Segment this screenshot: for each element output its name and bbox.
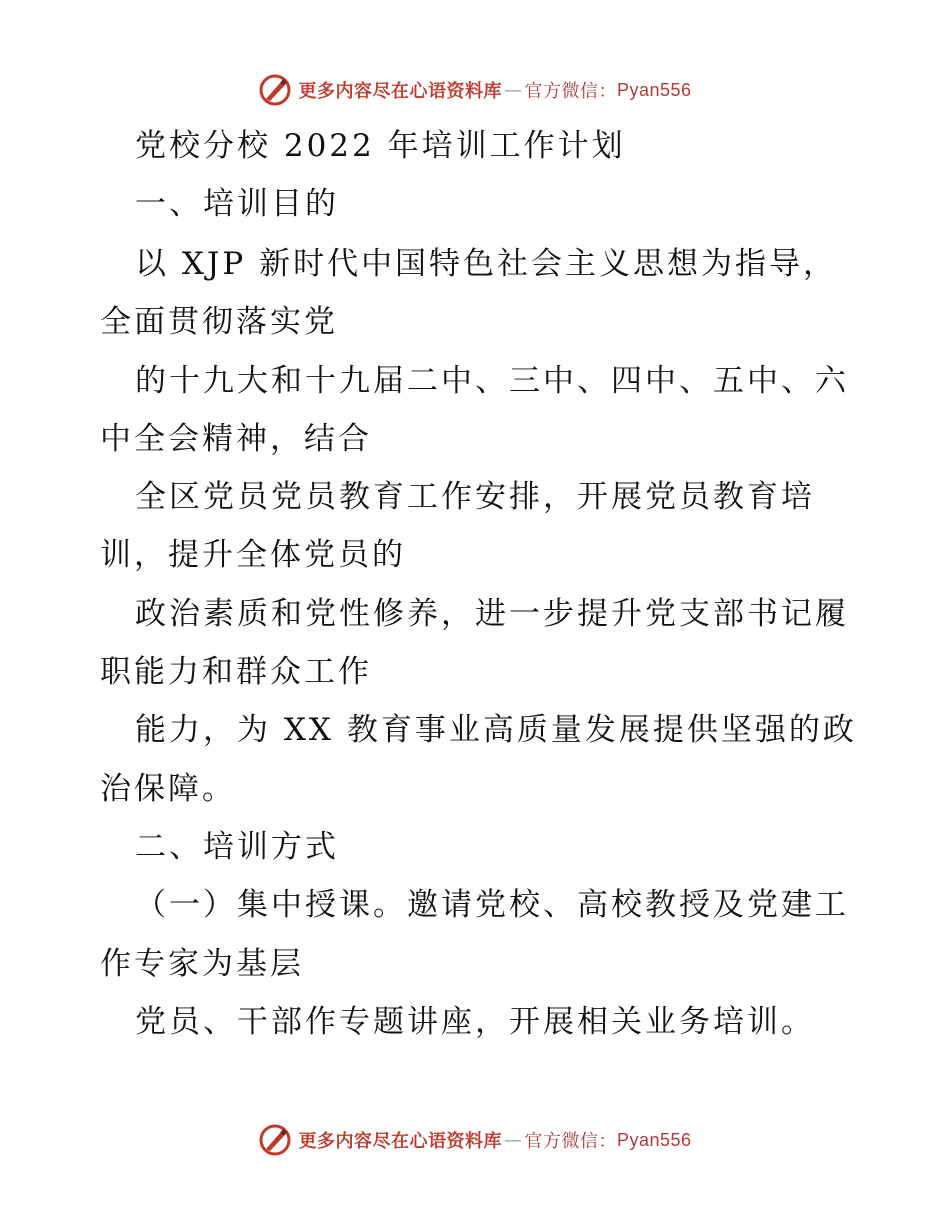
watermark-wechat-id: Pyan556 [616,1129,692,1150]
paragraph-line: 党员、干部作专题讲座，开展相关业务培训。 [135,1004,815,1040]
paragraph-line: 的十九大和十九届二中、三中、四中、五中、六 [135,363,849,399]
paragraph-line: 中全会精神，结合 [100,421,372,457]
section-heading: 一、培训目的 [135,186,339,222]
paragraph-line: （一）集中授课。邀请党校、高校教授及党建工 [135,887,849,923]
watermark-wechat-id: Pyan556 [616,79,692,100]
paragraph-line: 以 XJP 新时代中国特色社会主义思想为指导， [135,246,838,282]
watermark-separator: — [503,79,523,101]
footer-watermark [0,1122,950,1158]
header-watermark [0,72,950,108]
watermark-main-text: 更多内容尽在心语资料库 [298,1131,502,1152]
paragraph-line: 训，提升全体党员的 [100,537,406,573]
watermark-sub-text: 官方微信： [524,1131,617,1152]
section-heading: 二、培训方式 [135,829,339,865]
watermark-sub-text: 官方微信： [524,81,617,102]
pen-logo-icon [258,1123,292,1157]
watermark-main-text: 更多内容尽在心语资料库 [298,81,502,102]
paragraph-line: 全面贯彻落实党 [100,304,338,340]
paragraph-line: 政治素质和党性修养，进一步提升党支部书记履 [135,596,849,632]
paragraph-line: 治保障。 [100,771,236,807]
watermark-separator: — [503,1129,523,1151]
pen-logo-icon [258,73,292,107]
paragraph-line: 能力，为 XX 教育事业高质量发展提供坚强的政 [135,712,857,748]
paragraph-line: 职能力和群众工作 [100,654,372,690]
paragraph-line: 全区党员党员教育工作安排，开展党员教育培 [135,479,815,515]
document-title: 党校分校 2022 年培训工作计划 [135,128,626,164]
paragraph-line: 作专家为基层 [100,946,304,982]
